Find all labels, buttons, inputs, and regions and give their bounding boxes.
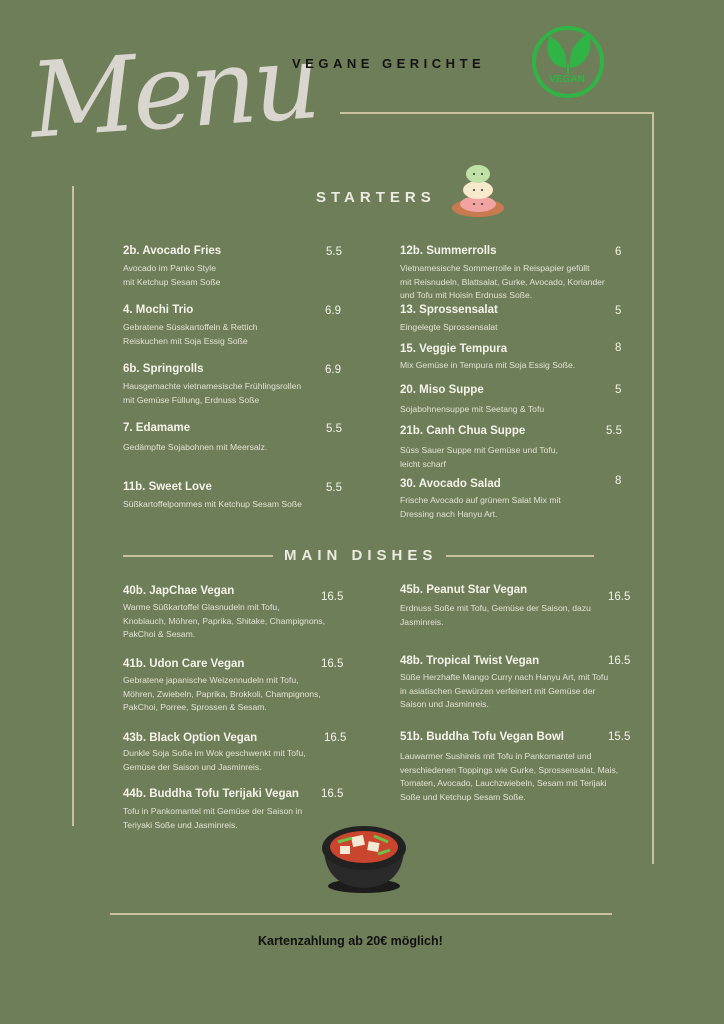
menu-item-name: 2b. Avocado Fries [123,245,222,257]
menu-item-description: Süße Herzhafte Mango Curry nach Hanyu Art, mit Tofu in asiatischen Gewürzen verfeinert mit Gemüse der Saison und Jasminreis. [400,672,609,709]
frame-line-top [340,112,652,114]
menu-item-description: Gebratene japanische Weizennudeln mit Tofu, Möhren, Zwiebeln, Paprika, Brokkoli, Champignons, PakChoi, Porree, Sprossen & Sesam. [123,675,321,712]
menu-item-name: 15. Veggie Tempura [400,343,508,355]
menu-item-description: Mix Gemüse in Tempura mit Soja Essig Soße. [400,360,576,370]
menu-item-description: Hausgemachte vietnamesische Frühlingsrollen mit Gemüse Füllung, Erdnuss Soße [123,381,302,405]
menu-item-price: 5.5 [326,246,342,258]
menu-item-name: 21b. Canh Chua Suppe [400,425,526,437]
menu-item-name: 44b. Buddha Tofu Terijaki Vegan [123,788,299,800]
menu-item-name: 12b. Summerrolls [400,245,497,257]
menu-item-name: 30. Avocado Salad [400,478,501,490]
menu-item-price: 16.5 [608,655,631,667]
menu-script-title: Menu [26,20,320,162]
main-dishes-heading: MAIN DISHES [284,547,438,564]
menu-item-name: 11b. Sweet Love [123,481,212,493]
page-subtitle: VEGANE GERICHTE [292,56,486,71]
menu-item-name: 43b. Black Option Vegan [123,732,258,744]
menu-item-name: 7. Edamame [123,422,191,434]
menu-item-name: 40b. JapChae Vegan [123,585,235,597]
mochi-icon [448,154,506,220]
menu-item-name: 13. Sprossensalat [400,304,498,316]
menu-item-name: 4. Mochi Trio [123,304,194,316]
menu-item-description: Süss Sauer Suppe mit Gemüse und Tofu, leicht scharf [400,445,558,469]
menu-item-price: 5.5 [326,482,342,494]
menu-item-price: 6 [615,246,622,258]
vegan-badge-icon [530,24,604,98]
menu-item-description: Dunkle Soja Soße im Wok geschwenkt mit Tofu, Gemüse der Saison und Jasminreis. [123,748,306,772]
menu-item-price: 5.5 [606,425,622,437]
menu-item-description: Lauwarmer Sushireis mit Tofu in Pankomantel und verschiedenen Toppings wie Gurke, Sprossensalat, Mais, Tomaten, Avocado, Lauchzwiebeln, Sesam mit Terijaki Soße und Ketchup Sesam Soße. [400,751,619,802]
menu-item-name: 45b. Peanut Star Vegan [400,584,528,596]
menu-item-name: 48b. Tropical Twist Vegan [400,655,540,667]
menu-item-price: 8 [615,342,622,354]
menu-item-price: 5 [615,384,622,396]
menu-item-price: 16.5 [321,788,344,800]
menu-item-description: Tofu in Pankomantel mit Gemüse der Saison in Teriyaki Soße und Jasminreis. [123,806,303,830]
starters-heading: STARTERS [316,189,436,206]
divider-line [446,555,594,557]
menu-item-description: Erdnuss Soße mit Tofu, Gemüse der Saison, dazu Jasminreis. [400,603,591,627]
menu-item-description: Süßkartoffelpommes mit Ketchup Sesam Soße [123,499,302,509]
footer-divider [110,913,612,915]
payment-note: Kartenzahlung ab 20€ möglich! [258,934,443,948]
menu-item-price: 16.5 [321,658,344,670]
menu-item-description: Eingelegte Sprossensalat [400,322,498,332]
menu-item-description: Sojabohnensuppe mit Seetang & Tofu [400,404,545,414]
menu-item-description: Gedämpfte Sojabohnen mit Meersalz. [123,442,268,452]
menu-item-name: 41b. Udon Care Vegan [123,658,245,670]
menu-item-price: 5 [615,305,622,317]
menu-item-description: Warme Süßkartoffel Glasnudeln mit Tofu, Knoblauch, Möhren, Paprika, Shitake, Champignons, PakChoi & Sesam. [123,602,326,639]
menu-item-price: 16.5 [608,591,631,603]
frame-line-right [652,112,654,864]
frame-line-left [72,186,74,826]
menu-item-price: 16.5 [324,732,347,744]
menu-item-description: Avocado im Panko Style mit Ketchup Sesam Soße [123,263,221,287]
menu-item-name: 6b. Springrolls [123,363,204,375]
soup-bowl-icon [318,812,410,896]
menu-item-price: 6.9 [325,364,341,376]
menu-item-price: 16.5 [321,591,344,603]
menu-item-description: Frische Avocado auf grünem Salat Mix mit Dressing nach Hanyu Art. [400,495,561,519]
menu-item-name: 51b. Buddha Tofu Vegan Bowl [400,731,564,743]
menu-item-price: 6.9 [325,305,341,317]
divider-line [123,555,273,557]
menu-item-description: Gebratene Süsskartoffeln & Rettich Reiskuchen mit Soja Essig Soße [123,322,258,346]
menu-item-price: 8 [615,475,622,487]
menu-item-name: 20. Miso Suppe [400,384,484,396]
menu-item-price: 5.5 [326,423,342,435]
menu-item-price: 15.5 [608,731,631,743]
menu-item-description: Vietnamesische Sommerrolle in Reispapier gefüllt mit Reisnudeln, Blattsalat, Gurke, Avocado, Koriander und Tofu mit Hoisin Erdnuss Soße. [400,263,605,300]
vegan-badge-text: VEGAN [549,74,585,85]
